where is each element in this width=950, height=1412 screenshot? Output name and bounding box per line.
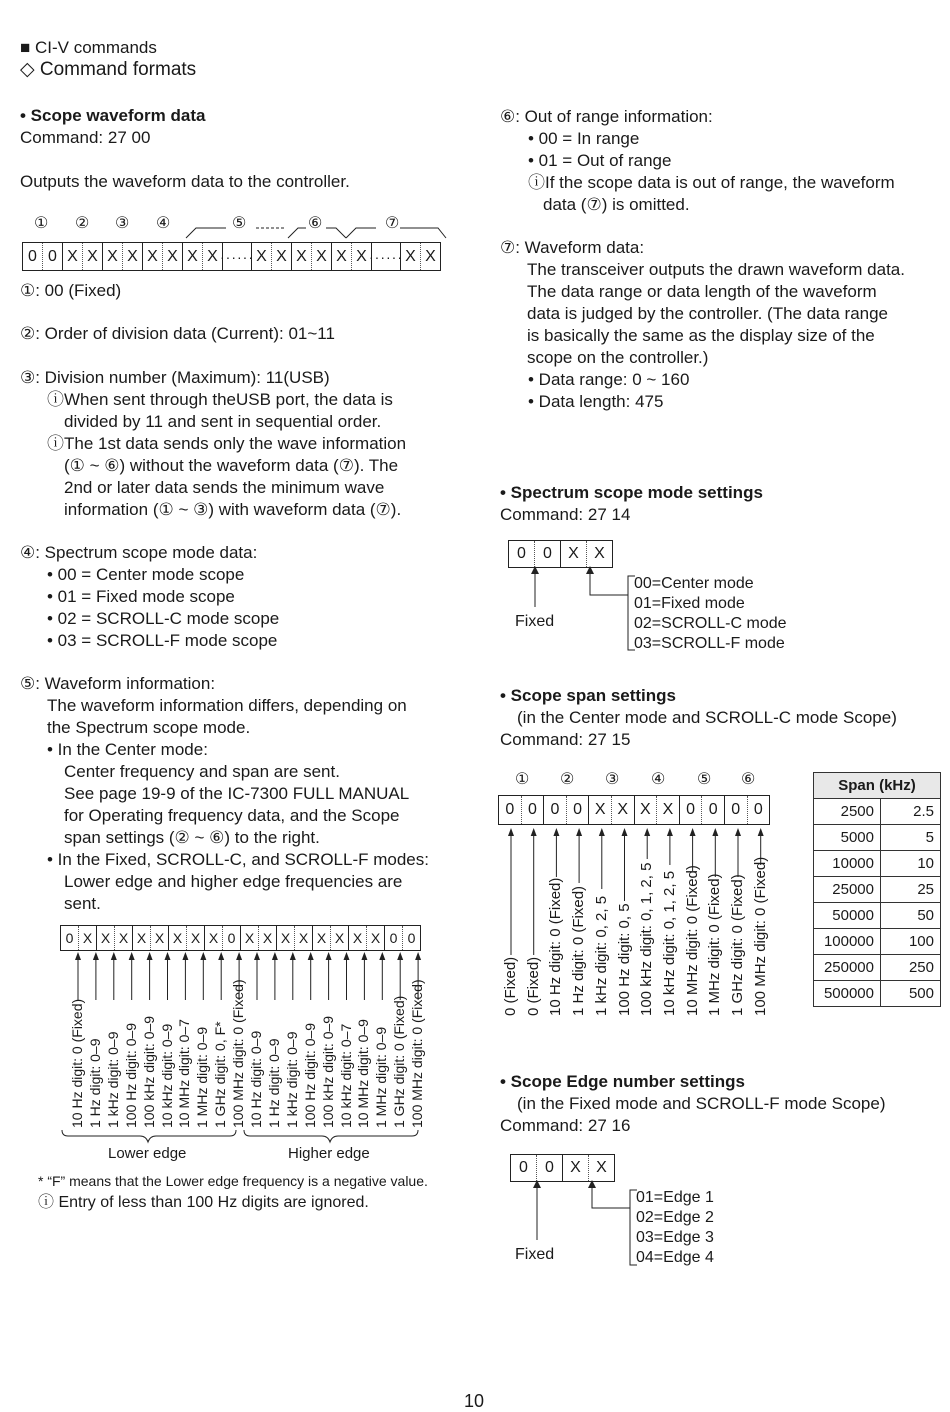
waveform-marker: ⑤ [232,215,247,232]
right-item: ⑦: Waveform data: [500,238,645,257]
waveform-cell: X [123,243,143,270]
span-label: 100 kHz digit: 0, 1, 2, 5 [638,862,656,1016]
span-cell: X [635,796,658,824]
span-marker: ⑤ [697,771,712,788]
waveform-cell: X [83,243,103,270]
edge-cell: X [367,926,385,950]
edge-label: 10 kHz digit: 0–7 [337,1023,354,1128]
span-cell: X [589,796,612,824]
waveform-cell: X [143,243,163,270]
waveform-marker: ② [75,215,90,232]
span-table-khz: 2.5 [881,799,941,825]
right-item: • 00 = In range [528,129,640,148]
right-item: The data range or data length of the waveform [527,282,877,301]
span-table-hz: 2500 [814,799,881,825]
spectrum-mode-cell: 0 [509,541,535,567]
edge-settings-title: • Scope Edge number settings [500,1072,745,1091]
waveform-item: • In the Fixed, SCROLL-C, and SCROLL-F modes: [47,850,429,869]
span-table-khz: 50 [881,903,941,929]
waveform-marker: ⑦ [385,215,400,232]
edge-label: 1 Hz digit: 0–9 [86,1038,103,1128]
waveform-cell: ······ [372,243,401,270]
edge-label: 10 Hz digit: 0–9 [248,1030,264,1128]
span-settings-command: Command: 27 15 [500,730,631,749]
waveform-item: information (① ~ ③) with waveform data (⑦). [64,500,402,519]
waveform-cell: X [163,243,183,270]
spectrum-mode-title: • Spectrum scope mode settings [500,483,763,502]
waveform-item: The waveform information differs, depending on [47,696,407,715]
span-label: 1 GHz digit: 0 (Fixed) [729,874,746,1016]
waveform-item: ②: Order of division data (Current): 01~11 [20,324,335,343]
span-marker: ① [515,771,530,788]
span-cell: 0 [725,796,748,824]
waveform-item: • 02 = SCROLL-C mode scope [47,609,280,628]
spectrum-mode-option: 01=Fixed mode [634,595,745,612]
spectrum-mode-cell: 0 [535,541,561,567]
waveform-cell: X [332,243,352,270]
edge-label: 1 GHz digit: 0, F* [212,1021,229,1128]
span-label: 100 Hz digit: 0, 5 [615,903,633,1016]
span-table-hz: 50000 [814,903,881,929]
edge-cell: 0 [61,926,79,950]
right-item: data is judged by the controller. (The data range [527,304,889,323]
edge-settings-cell: 0 [511,1155,537,1181]
right-item: ⑥: Out of range information: [500,107,713,126]
spectrum-mode-fixed: Fixed [515,613,555,630]
edge-label: 100 MHz digit: 0 (Fixed) [230,979,247,1128]
edge-cell: X [259,926,277,950]
span-table-header: Span (kHz) [814,773,941,799]
edge-cell: X [79,926,97,950]
span-table-hz: 250000 [814,955,881,981]
span-table-khz: 250 [881,955,941,981]
edge-label: 1 kHz digit: 0–9 [104,1031,121,1128]
right-item: ⓘIf the scope data is out of range, the waveform [528,173,895,192]
edge-label: 100 kHz digit: 0–9 [319,1015,336,1128]
edge-cell: 0 [385,926,403,950]
edge-cell: X [295,926,313,950]
edge-cell: X [205,926,223,950]
edge-cell: X [277,926,295,950]
waveform-item: • 01 = Fixed mode scope [47,587,235,606]
span-label: 1 Hz digit: 0 (Fixed) [570,885,588,1016]
span-label: 1 MHz digit: 0 (Fixed) [706,873,724,1016]
span-label: 10 MHz digit: 0 (Fixed) [683,865,701,1016]
span-table-hz: 10000 [814,851,881,877]
span-marker: ③ [605,771,620,788]
span-cell: 0 [567,796,590,824]
waveform-marker: ④ [156,215,171,232]
right-item: scope on the controller.) [527,348,709,367]
waveform-cell: X [401,243,421,270]
higher-edge-label: Higher edge [288,1145,370,1162]
edge-cell: X [151,926,169,950]
right-item: • Data length: 475 [528,392,664,411]
span-label: 10 Hz digit: 0 (Fixed) [547,877,565,1016]
span-table-hz: 500000 [814,981,881,1007]
waveform-cell: X [292,243,312,270]
span-label: 0 (Fixed) [524,956,542,1016]
edge-label: 10 kHz digit: 0–9 [158,1023,175,1128]
span-cell: 0 [499,796,522,824]
edge-settings-subtitle: (in the Fixed mode and SCROLL-F mode Scope) [517,1094,886,1113]
span-table-khz: 100 [881,929,941,955]
waveform-marker: ③ [115,215,130,232]
span-marker: ⑥ [741,771,756,788]
subsection-heading: ◇ Command formats [20,59,197,80]
waveform-item: • 03 = SCROLL-F mode scope [47,631,278,650]
section-heading: ■ CI-V commands [20,38,157,57]
edge-label: 1 kHz digit: 0–9 [283,1031,300,1128]
edge-cell: X [97,926,115,950]
edge-label: 100 Hz digit: 0–9 [122,1022,139,1128]
edge-label: 100 kHz digit: 0–9 [140,1015,157,1128]
edge-label: 10 MHz digit: 0–9 [355,1019,372,1128]
waveform-cell: X [252,243,272,270]
span-table-hz: 25000 [814,877,881,903]
edge-label: 10 MHz digit: 0–7 [176,1019,193,1128]
scope-waveform-title: • Scope waveform data [20,106,206,125]
span-label: 1 kHz digit: 0, 2, 5 [592,895,610,1016]
waveform-item: Center frequency and span are sent. [64,762,340,781]
span-table-khz: 5 [881,825,941,851]
waveform-cell: X [203,243,223,270]
edge-label: 1 MHz digit: 0–9 [194,1026,211,1128]
scope-waveform-command: Command: 27 00 [20,128,151,147]
waveform-item: (① ~ ⑥) without the waveform data (⑦). The [64,456,399,475]
waveform-cell: X [103,243,123,270]
waveform-item: for Operating frequency data, and the Scope [64,806,400,825]
scope-waveform-desc: Outputs the waveform data to the controller. [20,172,350,191]
edge-settings-cell: 0 [537,1155,563,1181]
span-cell: X [612,796,635,824]
waveform-item: span settings (② ~ ⑥) to the right. [64,828,320,847]
edge-label: 100 MHz digit: 0 (Fixed) [409,979,426,1128]
waveform-cell: X [425,247,436,265]
right-item: data (⑦) is omitted. [543,195,690,214]
right-item: • Data range: 0 ~ 160 [528,370,690,389]
edge-settings-option: 03=Edge 3 [636,1229,714,1246]
lower-edge-label: Lower edge [108,1145,187,1162]
edge-cell: X [115,926,133,950]
waveform-item: • In the Center mode: [47,740,208,759]
spectrum-mode-cell: X [594,545,605,562]
spectrum-mode-option: 03=SCROLL-F mode [634,635,785,652]
waveform-item: divided by 11 and sent in sequential order. [64,412,382,431]
right-item: is basically the same as the display size of the [527,326,875,345]
span-settings-subtitle: (in the Center mode and SCROLL-C mode Scope) [517,708,897,727]
span-table-hz: 5000 [814,825,881,851]
edge-label: 1 GHz digit: 0 (Fixed) [391,995,408,1128]
span-table-hz: 100000 [814,929,881,955]
waveform-item: • 00 = Center mode scope [47,565,245,584]
waveform-item: ⑤: Waveform information: [20,674,216,693]
waveform-cell: X [312,243,332,270]
spectrum-mode-option: 00=Center mode [634,575,754,592]
edge-settings-option: 02=Edge 2 [636,1209,714,1226]
footnote: * “F” means that the Lower edge frequency is a negative value. [38,1173,428,1189]
edge-label: 100 Hz digit: 0–9 [301,1022,318,1128]
edge-cell: 0 [407,930,416,946]
span-table-khz: 10 [881,851,941,877]
span-cell: 0 [680,796,703,824]
span-cell: 0 [544,796,567,824]
span-cell: 0 [702,796,725,824]
edge-cell: X [313,926,331,950]
edge-settings-command: Command: 27 16 [500,1116,631,1135]
edge-cell: X [349,926,367,950]
waveform-cell: X [183,243,203,270]
waveform-item: 2nd or later data sends the minimum wave [64,478,385,497]
span-cell: X [657,796,680,824]
span-marker: ④ [651,771,666,788]
span-label: 10 kHz digit: 0, 1, 2, 5 [660,870,678,1016]
waveform-item: See page 19-9 of the IC-7300 FULL MANUAL [64,784,410,803]
ignored-note: ⓘ Entry of less than 100 Hz digits are ignored. [38,1194,369,1211]
waveform-item: ④: Spectrum scope mode data: [20,543,258,562]
waveform-item: Lower edge and higher edge frequencies are [64,872,403,891]
waveform-cell: 0 [43,243,63,270]
span-table-khz: 500 [881,981,941,1007]
span-cell: 0 [753,801,763,818]
waveform-item: ①: 00 (Fixed) [20,281,122,300]
edge-settings-fixed: Fixed [515,1246,555,1263]
spectrum-mode-command: Command: 27 14 [500,505,631,524]
edge-label: 1 Hz digit: 0–9 [265,1038,282,1128]
edge-cell: X [169,926,187,950]
edge-label: 10 Hz digit: 0 (Fixed) [69,998,85,1128]
span-label: 0 (Fixed) [502,956,519,1016]
edge-settings-cell: X [563,1155,589,1181]
waveform-cell: 0 [23,243,43,270]
waveform-cell: ······ [223,243,252,270]
waveform-cell: X [272,243,292,270]
edge-cell: X [187,926,205,950]
span-marker: ② [560,771,575,788]
waveform-item: sent. [64,894,101,913]
span-label: 100 MHz digit: 0 (Fixed) [751,856,769,1016]
edge-cell: X [133,926,151,950]
spectrum-mode-cell: X [561,541,587,567]
edge-settings-cell: X [596,1159,607,1176]
waveform-cell: X [352,243,372,270]
span-table-khz: 25 [881,877,941,903]
spectrum-mode-option: 02=SCROLL-C mode [634,615,787,632]
waveform-item: ③: Division number (Maximum): 11(USB) [20,368,330,387]
waveform-item: ⓘWhen sent through theUSB port, the data is [47,390,393,409]
waveform-marker: ① [34,215,49,232]
edge-cell: 0 [223,926,241,950]
right-item: The transceiver outputs the drawn waveform data. [527,260,905,279]
edge-settings-option: 04=Edge 4 [636,1249,714,1266]
waveform-marker: ⑥ [308,215,323,232]
span-cell: 0 [522,796,545,824]
waveform-item: the Spectrum scope mode. [47,718,251,737]
edge-settings-option: 01=Edge 1 [636,1189,714,1206]
span-settings-title: • Scope span settings [500,686,676,705]
edge-label: 1 MHz digit: 0–9 [373,1026,390,1128]
waveform-item: ⓘThe 1st data sends only the wave information [47,434,407,453]
waveform-cell: X [63,243,83,270]
page-number: 10 [464,1391,485,1411]
edge-cell: X [241,926,259,950]
right-item: • 01 = Out of range [528,151,672,170]
edge-cell: X [331,926,349,950]
